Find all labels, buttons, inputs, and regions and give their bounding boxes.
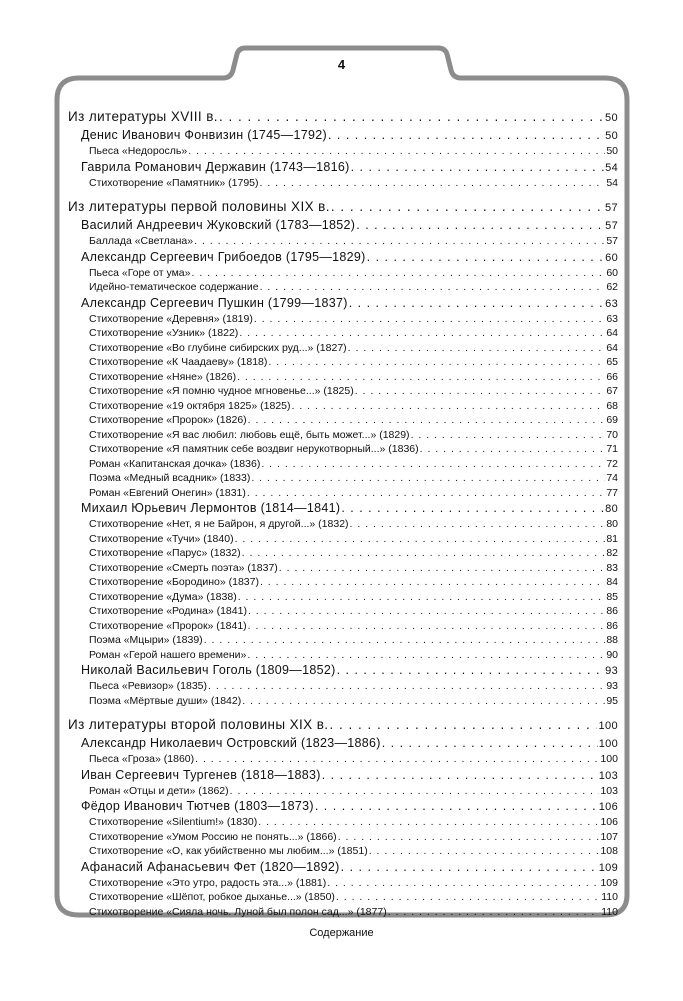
toc-entry-title: Михаил Юрьевич Лермонтов (1814—1841) (81, 501, 341, 515)
toc-author (68, 767, 618, 784)
toc-entry-page: 50 (604, 112, 618, 124)
toc-entry-page: 64 (606, 341, 618, 354)
toc-leader-dots (411, 428, 606, 443)
toc-entry-page: 86 (606, 619, 618, 632)
toc-entry-title: Александр Сергеевич Пушкин (1799—1837) (81, 295, 348, 310)
toc-entry-page: 70 (606, 428, 618, 441)
toc-work (68, 844, 618, 859)
toc-work (68, 341, 618, 356)
toc-leader-dots (315, 798, 598, 814)
toc-entry-page: 107 (600, 830, 618, 843)
toc-leader-dots (337, 662, 605, 678)
toc-entry-title: Стихотворение «Это утро, радость эта...» (1881) (89, 876, 327, 889)
toc-entry-title: Стихотворение «Деревня» (1819) (89, 312, 253, 325)
toc-entry-title: Афанасий Афанасьевич Фет (1820—1892) (81, 859, 340, 874)
toc-entry-title: Стихотворение «Памятник» (1795) (89, 176, 259, 189)
toc-leader-dots (204, 633, 606, 648)
toc-entry-title: Стихотворение «Нет, я не Байрон, я другой...» (1832) (89, 518, 349, 530)
toc-entry-page: 62 (606, 281, 618, 293)
toc-entry-page: 50 (606, 145, 618, 157)
toc-entry-title: Стихотворение «Silentium!» (1830) (89, 816, 258, 828)
toc-work (68, 312, 618, 327)
toc-entry-page: 57 (605, 220, 618, 232)
toc-work (68, 234, 618, 249)
toc-leader-dots (195, 752, 599, 767)
toc-entry-page: 93 (605, 665, 618, 677)
toc-work (68, 442, 618, 457)
toc-work (68, 384, 618, 399)
toc-entry-page: 100 (598, 738, 618, 750)
toc-entry-page: 109 (598, 861, 618, 874)
toc-leader-dots (238, 590, 606, 605)
toc-entry-title: Из литературы первой половины XIX в. (68, 199, 330, 214)
toc-leader-dots (338, 830, 600, 845)
toc-work (68, 815, 618, 830)
toc-entry-page: 85 (606, 590, 618, 603)
toc-leader-dots (369, 844, 600, 859)
toc-entry-page: 64 (606, 327, 618, 339)
toc-work (68, 399, 618, 414)
toc-entry-title: Из литературы второй половины XIX в. (68, 717, 329, 732)
toc-work (68, 176, 618, 191)
toc-section (68, 716, 618, 735)
toc-work (68, 266, 618, 281)
toc-work (68, 905, 618, 920)
toc-leader-dots (230, 784, 600, 799)
toc-entry-title: Александр Сергеевич Грибоедов (1795—1829) (81, 249, 366, 264)
toc-entry-page: 84 (606, 576, 618, 588)
toc-work (68, 428, 618, 443)
toc-leader-dots (351, 159, 605, 175)
toc-entry-title: Пьеса «Гроза» (1860) (89, 753, 195, 765)
toc-author (68, 500, 618, 517)
toc-entry-page: 103 (598, 769, 618, 782)
toc-leader-dots (260, 280, 606, 295)
toc-leader-dots (248, 604, 605, 619)
toc-entry-page: 65 (606, 356, 618, 368)
toc-leader-dots (247, 648, 605, 663)
toc-work (68, 517, 618, 532)
toc-leader-dots (248, 413, 606, 428)
toc-leader-dots (349, 295, 604, 311)
toc-leader-dots (194, 234, 605, 249)
toc-work (68, 280, 618, 295)
toc-leader-dots (188, 144, 605, 159)
toc-section (68, 108, 618, 127)
toc-work (68, 471, 618, 486)
toc-leader-dots (258, 815, 599, 830)
toc-author (68, 127, 618, 144)
toc-entry-title: Стихотворение «Я памятник себе воздвиг нерукотворный...» (1836) (89, 443, 419, 455)
toc-leader-dots (235, 532, 606, 547)
toc-work (68, 561, 618, 576)
toc-work (68, 830, 618, 845)
toc-entry-page: 60 (606, 266, 618, 279)
toc-work (68, 890, 618, 905)
toc-author (68, 295, 618, 312)
toc-entry-title: Роман «Герой нашего времени» (89, 648, 247, 661)
toc-entry-page: 66 (606, 370, 618, 383)
toc-leader-dots (328, 127, 604, 143)
toc-work (68, 532, 618, 547)
toc-entry-page: 80 (606, 518, 618, 530)
toc-entry-page: 90 (606, 648, 618, 661)
toc-entry-page: 60 (605, 251, 618, 264)
toc-entry-page: 88 (606, 634, 618, 646)
toc-leader-dots (341, 859, 598, 875)
toc-work (68, 648, 618, 663)
toc-entry-page: 108 (600, 845, 618, 857)
toc-entry-page: 80 (605, 503, 618, 515)
toc-entry-page: 109 (600, 876, 618, 889)
toc-entry-title: Стихотворение «Узник» (1822) (89, 327, 239, 339)
toc-entry-title: Гаврила Романович Державин (1743—1816) (81, 159, 350, 174)
toc-leader-dots (247, 486, 605, 501)
toc-entry-page: 54 (605, 161, 618, 174)
toc-author (68, 798, 618, 815)
toc-leader-dots (219, 108, 604, 126)
toc-entry-title: Стихотворение «Сияла ночь. Луной был полон сад...» (1877) (89, 905, 387, 918)
toc-entry-page: 106 (600, 816, 618, 828)
toc-entry-page: 74 (606, 472, 618, 484)
toc-leader-dots (239, 326, 605, 341)
toc-entry-title: Стихотворение «Парус» (1832) (89, 547, 241, 559)
toc-work (68, 633, 618, 648)
toc-entry-title: Идейно-тематическое содержание (89, 281, 259, 293)
toc-entry-title: Баллада «Светлана» (89, 235, 194, 247)
toc-leader-dots (251, 471, 605, 486)
toc-author (68, 859, 618, 876)
toc-entry-title: Стихотворение «Я вас любил: любовь ещё, быть может...» (1829) (89, 428, 410, 441)
toc-leader-dots (192, 266, 606, 281)
toc-entry-page: 71 (606, 443, 618, 455)
toc-entry-title: Пьеса «Недоросль» (89, 145, 188, 157)
toc-entry-title: Александр Николаевич Островский (1823—1886) (81, 736, 381, 750)
section-gap (68, 190, 618, 198)
toc-entry-page: 100 (598, 720, 618, 732)
toc-leader-dots (388, 905, 601, 920)
toc-leader-dots (331, 198, 604, 216)
toc-author (68, 249, 618, 266)
toc-work (68, 326, 618, 341)
toc-entry-title: Иван Сергеевич Тургенев (1818—1883) (81, 767, 321, 782)
table-of-contents (68, 108, 618, 919)
toc-entry-page: 100 (600, 753, 618, 765)
toc-leader-dots (260, 176, 606, 191)
toc-leader-dots (242, 546, 606, 561)
toc-entry-page: 63 (605, 297, 618, 310)
toc-entry-page: 103 (600, 784, 618, 797)
toc-work (68, 752, 618, 767)
toc-leader-dots (292, 399, 606, 414)
toc-work (68, 457, 618, 472)
toc-author (68, 662, 618, 679)
toc-work (68, 784, 618, 799)
toc-entry-title: Стихотворение «Во глубине сибирских руд...» (1827) (89, 341, 347, 354)
toc-entry-page: 68 (606, 399, 618, 412)
toc-leader-dots (382, 735, 598, 751)
toc-entry-title: Стихотворение «Шёпот, робкое дыханье...» (1850) (89, 891, 335, 903)
toc-entry-title: Пьеса «Горе от ума» (89, 266, 191, 279)
toc-work (68, 679, 618, 694)
toc-entry-page: 95 (606, 694, 618, 707)
toc-work (68, 546, 618, 561)
toc-leader-dots (341, 500, 604, 516)
toc-entry-title: Роман «Капитанская дочка» (1836) (89, 457, 261, 470)
toc-leader-dots (350, 517, 606, 532)
toc-leader-dots (254, 312, 605, 327)
toc-section (68, 198, 618, 217)
toc-entry-title: Стихотворение «Няне» (1826) (89, 370, 237, 383)
toc-leader-dots (367, 249, 605, 265)
toc-entry-title: Стихотворение «Я помню чудное мгновенье...» (1825) (89, 385, 354, 397)
toc-leader-dots (327, 876, 599, 891)
toc-entry-page: 69 (606, 414, 618, 426)
toc-leader-dots (261, 457, 605, 472)
toc-entry-title: Стихотворение «Пророк» (1826) (89, 414, 247, 426)
section-gap (68, 708, 618, 716)
toc-entry-title: Стихотворение «Смерть поэта» (1837) (89, 561, 278, 574)
toc-work (68, 370, 618, 385)
toc-entry-title: Стихотворение «Бородино» (1837) (89, 576, 259, 588)
toc-entry-page: 72 (606, 457, 618, 470)
toc-entry-title: Николай Васильевич Гоголь (1809—1852) (81, 663, 336, 677)
toc-entry-title: Поэма «Медный всадник» (1833) (89, 472, 251, 484)
toc-leader-dots (248, 619, 606, 634)
toc-entry-title: Роман «Отцы и дети» (1862) (89, 784, 229, 797)
toc-author (68, 217, 618, 234)
toc-entry-title: Фёдор Иванович Тютчев (1803—1873) (81, 799, 314, 813)
toc-leader-dots (348, 341, 606, 356)
toc-work (68, 604, 618, 619)
toc-entry-page: 110 (601, 891, 618, 903)
toc-author (68, 159, 618, 176)
toc-entry-title: Василий Андреевич Жуковский (1783—1852) (81, 218, 356, 232)
toc-entry-page: 82 (606, 547, 618, 559)
toc-leader-dots (329, 716, 597, 734)
toc-leader-dots (208, 679, 605, 694)
toc-entry-page: 57 (604, 202, 618, 214)
footer-title: Содержание (309, 927, 374, 939)
toc-leader-dots (322, 767, 598, 783)
toc-entry-title: Стихотворение «19 октября 1825» (1825) (89, 399, 291, 412)
toc-entry-page: 86 (606, 605, 618, 617)
toc-entry-title: Стихотворение «Тучи» (1840) (89, 532, 234, 545)
toc-leader-dots (242, 694, 605, 709)
page-number: 4 (337, 57, 346, 72)
toc-entry-page: 81 (606, 532, 618, 545)
toc-work (68, 144, 618, 159)
toc-entry-title: Из литературы XVIII в. (68, 109, 218, 124)
toc-entry-title: Стихотворение «Дума» (1838) (89, 590, 237, 603)
toc-entry-page: 67 (606, 385, 618, 397)
toc-entry-page: 83 (606, 561, 618, 574)
toc-entry-title: Поэма «Мцыри» (1839) (89, 634, 203, 646)
toc-entry-title: Стихотворение «О, как убийственно мы любим...» (1851) (89, 845, 368, 857)
toc-work (68, 694, 618, 709)
toc-entry-page: 57 (606, 235, 618, 247)
toc-leader-dots (420, 442, 606, 457)
toc-entry-title: Роман «Евгений Онегин» (1831) (89, 486, 246, 499)
toc-work (68, 575, 618, 590)
toc-entry-title: Пьеса «Ревизор» (1835) (89, 680, 208, 692)
toc-work (68, 486, 618, 501)
toc-entry-page: 63 (606, 312, 618, 325)
toc-leader-dots (356, 217, 604, 233)
toc-work (68, 355, 618, 370)
toc-entry-title: Стихотворение «К Чаадаеву» (1818) (89, 356, 268, 368)
toc-entry-page: 54 (606, 176, 618, 189)
toc-entry-title: Поэма «Мёртвые души» (1842) (89, 694, 242, 707)
toc-leader-dots (268, 355, 605, 370)
toc-entry-page: 106 (598, 801, 618, 813)
toc-leader-dots (260, 575, 605, 590)
toc-entry-page: 50 (605, 130, 618, 142)
toc-work (68, 413, 618, 428)
toc-entry-page: 110 (601, 905, 618, 918)
toc-entry-title: Денис Иванович Фонвизин (1745—1792) (81, 128, 327, 142)
toc-work (68, 876, 618, 891)
toc-leader-dots (336, 890, 600, 905)
toc-entry-title: Стихотворение «Умом Россию не понять...» (1866) (89, 830, 337, 843)
toc-work (68, 590, 618, 605)
toc-entry-page: 77 (606, 486, 618, 499)
toc-entry-title: Стихотворение «Родина» (1841) (89, 605, 247, 617)
toc-work (68, 619, 618, 634)
toc-leader-dots (355, 384, 606, 399)
toc-leader-dots (237, 370, 605, 385)
toc-leader-dots (279, 561, 606, 576)
toc-author (68, 735, 618, 752)
toc-entry-page: 93 (606, 680, 618, 692)
toc-entry-title: Стихотворение «Пророк» (1841) (89, 619, 247, 632)
